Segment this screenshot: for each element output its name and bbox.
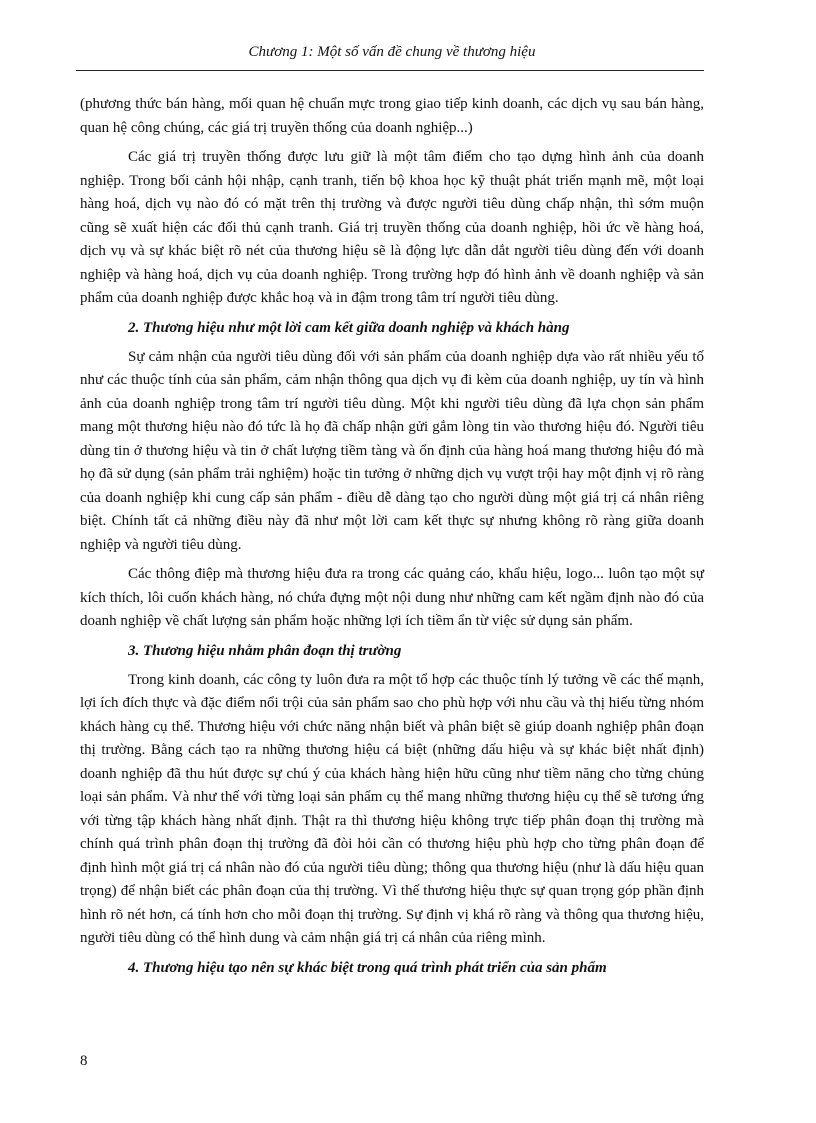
page-number: 8: [80, 1053, 88, 1069]
section-heading-2: 2. Thương hiệu như một lời cam kết giữa doanh nghiệp và khách hàng: [128, 319, 570, 336]
paragraph-continuation: (phương thức bán hàng, mối quan hệ chuẩn mực trong giao tiếp kinh doanh, các dịch vụ sau bán hàng, quan hệ công chúng, các giá trị truyền thống của doanh nghiệp...): [80, 96, 704, 136]
paragraph-traditional-values: Các giá trị truyền thống được lưu giữ là một tâm điểm cho tạo dựng hình ảnh của doanh nghiệp. Trong bối cảnh hội nhập, cạnh tranh, tiến bộ khoa học kỹ thuật phát triển mạnh mẽ, một loại hàng hoá, dịch vụ nào đó có mặt trên thị trường và được người tiêu dùng chấp nhận, thì sớm muộn cũng sẽ xuất hiện các đối thủ cạnh tranh. Giá trị truyền thống của doanh nghiệp, hồi ức về hàng hoá, dịch vụ và sự khác biệt rõ nét của thương hiệu sẽ là động lực dẫn dắt người tiêu dùng đến với doanh nghiệp và hàng hoá, dịch vụ của doanh nghiệp. Trong trường hợp đó hình ảnh về doanh nghiệp và sản phẩm của doanh nghiệp được khắc hoạ và in đậm trong tâm trí người tiêu dùng.: [80, 149, 704, 306]
paragraph-brand-messages: Các thông điệp mà thương hiệu đưa ra trong các quảng cáo, khẩu hiệu, logo... luôn tạo một sự kích thích, lôi cuốn khách hàng, nó chứa đựng một nội dung như những cam kết ngầm định nào đó của doanh nghiệp về chất lượng sản phẩm hoặc những lợi ích tiềm ẩn từ việc sử dụng sản phẩm.: [80, 566, 704, 629]
section-heading-4: 4. Thương hiệu tạo nên sự khác biệt trong quá trình phát triển của sản phẩm: [128, 959, 607, 976]
page-body: [80, 93, 704, 986]
running-header: Chương 1: Một số vấn đề chung về thương hiệu: [248, 44, 536, 60]
paragraph-consumer-perception: Sự cảm nhận của người tiêu dùng đối với sản phẩm của doanh nghiệp dựa vào rất nhiều yếu tố như các thuộc tính của sản phẩm, cảm nhận thông qua dịch vụ đi kèm của doanh nghiệp, uy tín và hình ảnh của doanh nghiệp trong tâm trí người tiêu dùng. Một khi người tiêu dùng đã lựa chọn sản phẩm mang một thương hiệu nào đó tức là họ đã chấp nhận gửi gắm lòng tin vào thương hiệu đó. Người tiêu dùng tin ở thương hiệu và tin ở chất lượng tiềm tàng và ổn định của hàng hoá mang thương hiệu đó mà họ đã sử dụng (sản phẩm trải nghiệm) hoặc tin tưởng ở những dịch vụ vượt trội hay một định vị rõ ràng của doanh nghiệp khi cung cấp sản phẩm - điều dễ dàng tạo cho người dùng một giá trị cá nhân riêng biệt. Chính tất cả những điều này đã như một lời cam kết thực sự nhưng không rõ ràng giữa doanh nghiệp và người tiêu dùng.: [80, 348, 704, 553]
header-divider: [76, 70, 704, 71]
section-heading-3: 3. Thương hiệu nhằm phân đoạn thị trường: [128, 642, 402, 659]
paragraph-market-segmentation: Trong kinh doanh, các công ty luôn đưa ra một tổ hợp các thuộc tính lý tưởng về các thế mạnh, lợi ích đích thực và đặc điểm nổi trội của sản phẩm sao cho phù hợp với nhu cầu và thị hiếu từng nhóm khách hàng cụ thể. Thương hiệu với chức năng nhận biết và phân biệt sẽ giúp doanh nghiệp phân đoạn thị trường. Bằng cách tạo ra những thương hiệu cá biệt (những dấu hiệu và sự khác biệt nhất định) doanh nghiệp đã thu hút được sự chú ý của khách hàng hiện hữu cũng như tiềm năng cho từng chủng loại sản phẩm. Và như thế với từng loại sản phẩm cụ thể mang những thương hiệu cụ thể sẽ tương ứng với từng tập khách hàng nhất định. Thật ra thì thương hiệu không trực tiếp phân đoạn thị trường mà chính quá trình phân đoạn thị trường đã đòi hỏi cần có thương hiệu phù hợp cho từng phân đoạn để định hình một giá trị cá nhân nào đó của người tiêu dùng; thông qua thương hiệu (như là dấu hiệu quan trọng) để nhận biết các phân đoạn của thị trường. Vì thế thương hiệu thực sự quan trọng góp phần định hình rõ nét hơn, cá tính hơn cho mỗi đoạn thị trường. Sự định vị khá rõ ràng và thông qua thương hiệu, người tiêu dùng có thể hình dung và cảm nhận giá trị cá nhân của riêng mình.: [80, 671, 704, 946]
